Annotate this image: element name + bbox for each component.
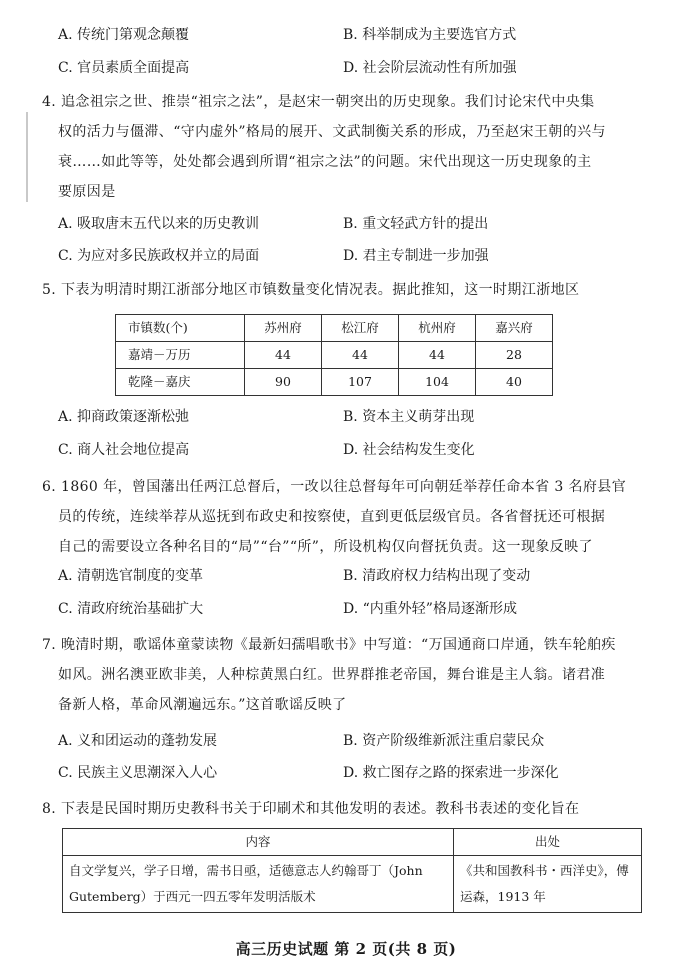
q5-cell: 44 [245,342,322,369]
q8-stem-line: 8. 下表是民国时期历史教科书关于印刷术和其他发明的表述。教科书表述的变化旨在 [42,801,580,817]
q5-table [115,314,553,396]
q6-stem-line-1: 6. 1860 年，曾国藩出任两江总督后，一改以往总督每年可向朝廷举荐任命本省 3 名府县官 [42,479,627,495]
q5-cell: 90 [245,369,322,396]
q6-option-c: C. 清政府统治基础扩大 [58,601,204,617]
q7-option-c: C. 民族主义思潮深入人心 [58,765,218,781]
q4-stem-line-1: 4. 追念祖宗之世、推崇“祖宗之法”，是赵宋一朝突出的历史现象。我们讨论宋代中央集 [42,94,595,110]
q3-options-row-1 [58,27,658,47]
q4-options-row-1 [58,216,658,236]
q6-option-b: B. 清政府权力结构出现了变动 [343,568,531,584]
q8-source-cell [454,856,642,913]
q7-stem [42,630,652,720]
q5-stem [42,275,652,305]
q5-cell: 40 [476,369,553,396]
q8-table-header [63,829,642,856]
q4-stem-line-3: 衰……如此等等，处处都会遇到所谓“祖宗之法”的问题。宋代出现这一历史现象的主 [58,154,592,170]
q5-table-header [116,315,553,342]
q6-stem [42,472,652,562]
q6-option-a: A. 清朝选官制度的变革 [58,568,204,584]
q8-table [62,828,642,913]
q3-option-a: A. 传统门第观念颠覆 [58,27,190,43]
q5-options-row-2 [58,442,658,462]
q5-row-label: 乾隆－嘉庆 [116,369,245,396]
table-row [116,369,553,396]
q7-options-row-1 [58,733,658,753]
q7-stem-line-1: 7. 晚清时期，歌谣体童蒙读物《最新妇孺唱歌书》中写道：“万国通商口岸通，铁车轮舶疾 [42,637,616,653]
q6-stem-line-3: 自己的需要设立各种名目的“局”“台”“所”，所设机构仅向督抚负责。这一现象反映了 [58,539,593,555]
q8-header-source: 出处 [454,829,642,856]
table-row [63,856,642,913]
q8-content-line-1: 自文学复兴，学子日增，需书日亟，适德意志人约翰哥丁（John [69,863,423,878]
q5-cell: 44 [322,342,399,369]
q4-option-c: C. 为应对多民族政权并立的局面 [58,248,260,264]
q4-option-d: D. 君主专制进一步加强 [343,248,489,264]
q7-stem-line-3: 备新人格，革命风潮遍远东。”这首歌谣反映了 [58,697,347,713]
q3-option-d: D. 社会阶层流动性有所加强 [343,60,517,76]
q5-header-cell: 苏州府 [245,315,322,342]
q4-options-row-2 [58,248,658,268]
q3-options-row-2 [58,60,658,80]
table-row [116,342,553,369]
margin-mark [26,112,28,202]
q5-cell: 44 [399,342,476,369]
q5-header-cell: 市镇数(个) [116,315,245,342]
q6-options-row-1 [58,568,658,588]
q8-content-cell [63,856,454,913]
q7-stem-line-2: 如风。洲名澳亚欧非美，人种棕黄黑白红。世界群推老帝国，舞台谁是主人翁。诸君准 [58,667,606,683]
q4-stem-line-2: 权的活力与僵滞、“守内虚外”格局的展开、文武制衡关系的形成，乃至赵宋王朝的兴与 [58,124,606,140]
q3-option-c: C. 官员素质全面提高 [58,60,190,76]
q6-stem-line-2: 员的传统，连续举荐从巡抚到布政史和按察使，直到更低层级官员。各省督抚还可根据 [58,509,606,525]
q5-header-cell: 嘉兴府 [476,315,553,342]
q7-options-row-2 [58,765,658,785]
q5-header-cell: 杭州府 [399,315,476,342]
q7-option-b: B. 资产阶级维新派注重启蒙民众 [343,733,545,749]
q5-row-label: 嘉靖－万历 [116,342,245,369]
q5-option-a: A. 抑商政策逐渐松弛 [58,409,190,425]
q5-stem-line: 5. 下表为明清时期江浙部分地区市镇数量变化情况表。据此推知，这一时期江浙地区 [42,282,580,298]
q7-option-d: D. 救亡图存之路的探索进一步深化 [343,765,559,781]
q7-option-a: A. 义和团运动的蓬勃发展 [58,733,218,749]
q6-options-row-2 [58,601,658,621]
q4-stem [42,87,652,207]
q5-options-row-1 [58,409,658,429]
q5-cell: 104 [399,369,476,396]
q8-source-line-1: 《共和国教科书・西洋史》，傅 [460,863,629,878]
q8-header-content: 内容 [63,829,454,856]
q5-option-c: C. 商人社会地位提高 [58,442,190,458]
q5-cell: 107 [322,369,399,396]
q5-cell: 28 [476,342,553,369]
q4-option-b: B. 重文轻武方针的提出 [343,216,489,232]
q6-option-d: D. “内重外轻”格局逐渐形成 [343,601,517,617]
q8-source-line-2: 运森，1913 年 [460,889,546,904]
q5-option-d: D. 社会结构发生变化 [343,442,475,458]
page-footer: 高三历史试题 第 2 页(共 8 页) [235,940,457,958]
q4-stem-line-4: 要原因是 [58,184,116,200]
q5-option-b: B. 资本主义萌芽出现 [343,409,475,425]
q5-header-cell: 松江府 [322,315,399,342]
q8-stem [42,794,652,824]
q8-content-line-2: Gutemberg）于西元一四五零年发明活版术 [69,889,316,904]
q4-option-a: A. 吸取唐末五代以来的历史教训 [58,216,260,232]
q3-option-b: B. 科举制成为主要选官方式 [343,27,517,43]
